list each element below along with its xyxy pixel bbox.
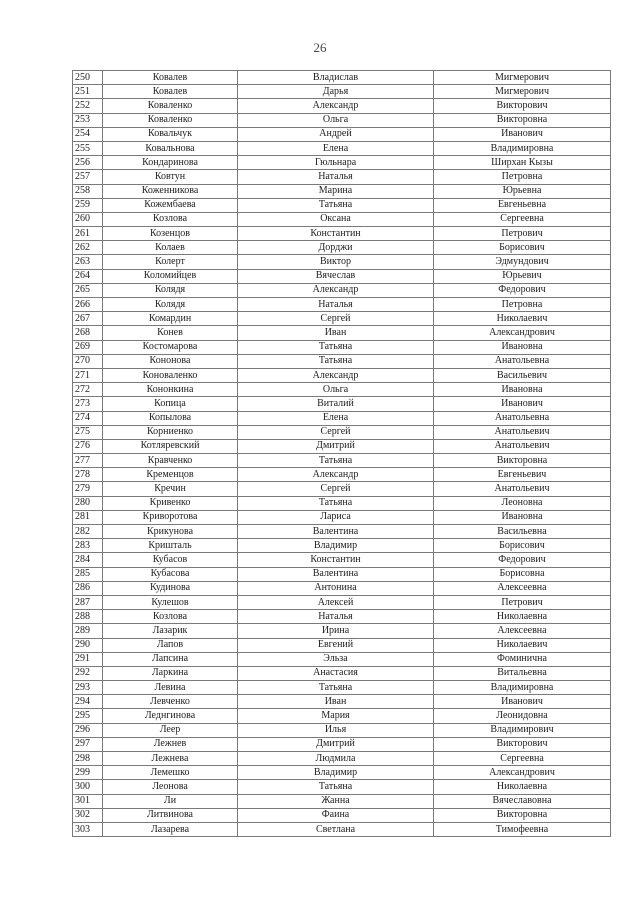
last-name-cell: Козлова xyxy=(103,610,238,624)
table-row xyxy=(73,113,611,127)
row-number-cell: 256 xyxy=(73,156,103,170)
first-name-cell: Елена xyxy=(238,411,434,425)
first-name-cell: Валентина xyxy=(238,567,434,581)
table-row xyxy=(73,766,611,780)
first-name-cell: Ирина xyxy=(238,624,434,638)
last-name-cell: Копылова xyxy=(103,411,238,425)
table-row xyxy=(73,227,611,241)
table-row xyxy=(73,383,611,397)
row-number-cell: 276 xyxy=(73,439,103,453)
first-name-cell: Евгений xyxy=(238,638,434,652)
row-number-cell: 283 xyxy=(73,539,103,553)
last-name-cell: Лазарик xyxy=(103,624,238,638)
row-number-cell: 302 xyxy=(73,808,103,822)
row-number-cell: 278 xyxy=(73,468,103,482)
first-name-cell: Валентина xyxy=(238,525,434,539)
patronymic-cell: Леоновна xyxy=(434,496,611,510)
table-row xyxy=(73,298,611,312)
patronymic-cell: Петровна xyxy=(434,170,611,184)
table-row xyxy=(73,496,611,510)
last-name-cell: Леер xyxy=(103,723,238,737)
last-name-cell: Кубасова xyxy=(103,567,238,581)
patronymic-cell: Викторовна xyxy=(434,454,611,468)
last-name-cell: Кулешов xyxy=(103,595,238,609)
table-row xyxy=(73,241,611,255)
first-name-cell: Татьяна xyxy=(238,454,434,468)
table-row xyxy=(73,539,611,553)
patronymic-cell: Иванович xyxy=(434,695,611,709)
last-name-cell: Литвинова xyxy=(103,808,238,822)
first-name-cell: Иван xyxy=(238,695,434,709)
table-row xyxy=(73,411,611,425)
last-name-cell: Лежнев xyxy=(103,737,238,751)
first-name-cell: Людмила xyxy=(238,752,434,766)
patronymic-cell: Ивановна xyxy=(434,340,611,354)
last-name-cell: Лемешко xyxy=(103,766,238,780)
first-name-cell: Владимир xyxy=(238,766,434,780)
row-number-cell: 277 xyxy=(73,454,103,468)
row-number-cell: 261 xyxy=(73,227,103,241)
patronymic-cell: Александрович xyxy=(434,326,611,340)
row-number-cell: 289 xyxy=(73,624,103,638)
first-name-cell: Владислав xyxy=(238,71,434,85)
first-name-cell: Алексей xyxy=(238,595,434,609)
row-number-cell: 263 xyxy=(73,255,103,269)
patronymic-cell: Мигмерович xyxy=(434,71,611,85)
patronymic-cell: Анатольевич xyxy=(434,439,611,453)
patronymic-cell: Иванович xyxy=(434,127,611,141)
row-number-cell: 288 xyxy=(73,610,103,624)
first-name-cell: Анастасия xyxy=(238,666,434,680)
patronymic-cell: Борисовна xyxy=(434,567,611,581)
table-row xyxy=(73,482,611,496)
patronymic-cell: Ивановна xyxy=(434,383,611,397)
last-name-cell: Коваленко xyxy=(103,99,238,113)
table-row xyxy=(73,666,611,680)
first-name-cell: Вячеслав xyxy=(238,269,434,283)
patronymic-cell: Анатольевна xyxy=(434,354,611,368)
last-name-cell: Лазарева xyxy=(103,822,238,836)
row-number-cell: 269 xyxy=(73,340,103,354)
first-name-cell: Сергей xyxy=(238,312,434,326)
patronymic-cell: Витальевна xyxy=(434,666,611,680)
table-row xyxy=(73,368,611,382)
table-row xyxy=(73,581,611,595)
table-row xyxy=(73,567,611,581)
patronymic-cell: Викторович xyxy=(434,99,611,113)
last-name-cell: Котляревский xyxy=(103,439,238,453)
last-name-cell: Лапсина xyxy=(103,652,238,666)
table-row xyxy=(73,184,611,198)
table-row xyxy=(73,439,611,453)
patronymic-cell: Юрьевна xyxy=(434,184,611,198)
patronymic-cell: Николаевна xyxy=(434,780,611,794)
patronymic-cell: Анатольевич xyxy=(434,482,611,496)
first-name-cell: Мария xyxy=(238,709,434,723)
first-name-cell: Фаина xyxy=(238,808,434,822)
table-row xyxy=(73,85,611,99)
row-number-cell: 258 xyxy=(73,184,103,198)
row-number-cell: 252 xyxy=(73,99,103,113)
patronymic-cell: Фоминична xyxy=(434,652,611,666)
last-name-cell: Конев xyxy=(103,326,238,340)
first-name-cell: Лариса xyxy=(238,510,434,524)
first-name-cell: Александр xyxy=(238,368,434,382)
patronymic-cell: Владимировна xyxy=(434,681,611,695)
row-number-cell: 282 xyxy=(73,525,103,539)
patronymic-cell: Тимофеевна xyxy=(434,822,611,836)
first-name-cell: Татьяна xyxy=(238,198,434,212)
first-name-cell: Андрей xyxy=(238,127,434,141)
table-row xyxy=(73,624,611,638)
patronymic-cell: Николаевич xyxy=(434,312,611,326)
last-name-cell: Коваленко xyxy=(103,113,238,127)
patronymic-cell: Николаевна xyxy=(434,610,611,624)
row-number-cell: 257 xyxy=(73,170,103,184)
row-number-cell: 301 xyxy=(73,794,103,808)
patronymic-cell: Анатольевна xyxy=(434,411,611,425)
row-number-cell: 299 xyxy=(73,766,103,780)
last-name-cell: Леднгинова xyxy=(103,709,238,723)
first-name-cell: Наталья xyxy=(238,610,434,624)
first-name-cell: Елена xyxy=(238,141,434,155)
row-number-cell: 285 xyxy=(73,567,103,581)
first-name-cell: Ольга xyxy=(238,383,434,397)
names-table xyxy=(72,70,611,837)
last-name-cell: Лапов xyxy=(103,638,238,652)
last-name-cell: Ковтун xyxy=(103,170,238,184)
table-row xyxy=(73,340,611,354)
table-row xyxy=(73,127,611,141)
first-name-cell: Константин xyxy=(238,553,434,567)
first-name-cell: Наталья xyxy=(238,170,434,184)
table-row xyxy=(73,737,611,751)
table-row xyxy=(73,709,611,723)
first-name-cell: Татьяна xyxy=(238,681,434,695)
patronymic-cell: Юрьевич xyxy=(434,269,611,283)
row-number-cell: 260 xyxy=(73,212,103,226)
first-name-cell: Владимир xyxy=(238,539,434,553)
table-row xyxy=(73,638,611,652)
first-name-cell: Виталий xyxy=(238,397,434,411)
last-name-cell: Колаев xyxy=(103,241,238,255)
row-number-cell: 262 xyxy=(73,241,103,255)
first-name-cell: Эльза xyxy=(238,652,434,666)
first-name-cell: Наталья xyxy=(238,298,434,312)
last-name-cell: Леонова xyxy=(103,780,238,794)
patronymic-cell: Мигмерович xyxy=(434,85,611,99)
last-name-cell: Крикунова xyxy=(103,525,238,539)
last-name-cell: Кононкина xyxy=(103,383,238,397)
names-table-body xyxy=(73,71,611,837)
last-name-cell: Ковальчук xyxy=(103,127,238,141)
patronymic-cell: Николаевич xyxy=(434,638,611,652)
row-number-cell: 273 xyxy=(73,397,103,411)
first-name-cell: Татьяна xyxy=(238,340,434,354)
row-number-cell: 266 xyxy=(73,298,103,312)
table-row xyxy=(73,312,611,326)
last-name-cell: Ли xyxy=(103,794,238,808)
row-number-cell: 254 xyxy=(73,127,103,141)
last-name-cell: Кондаринова xyxy=(103,156,238,170)
patronymic-cell: Борисович xyxy=(434,539,611,553)
table-row xyxy=(73,681,611,695)
first-name-cell: Александр xyxy=(238,99,434,113)
row-number-cell: 279 xyxy=(73,482,103,496)
last-name-cell: Кравченко xyxy=(103,454,238,468)
table-row xyxy=(73,397,611,411)
patronymic-cell: Вячеславовна xyxy=(434,794,611,808)
last-name-cell: Ковалев xyxy=(103,85,238,99)
patronymic-cell: Владимировна xyxy=(434,141,611,155)
row-number-cell: 259 xyxy=(73,198,103,212)
last-name-cell: Кречин xyxy=(103,482,238,496)
last-name-cell: Колядя xyxy=(103,298,238,312)
patronymic-cell: Петровна xyxy=(434,298,611,312)
table-row xyxy=(73,510,611,524)
first-name-cell: Александр xyxy=(238,468,434,482)
table-row xyxy=(73,198,611,212)
first-name-cell: Сергей xyxy=(238,425,434,439)
last-name-cell: Костомарова xyxy=(103,340,238,354)
patronymic-cell: Викторовна xyxy=(434,113,611,127)
first-name-cell: Дарья xyxy=(238,85,434,99)
row-number-cell: 255 xyxy=(73,141,103,155)
row-number-cell: 275 xyxy=(73,425,103,439)
last-name-cell: Кононова xyxy=(103,354,238,368)
row-number-cell: 290 xyxy=(73,638,103,652)
patronymic-cell: Борисович xyxy=(434,241,611,255)
last-name-cell: Кожембаева xyxy=(103,198,238,212)
last-name-cell: Колядя xyxy=(103,283,238,297)
patronymic-cell: Евгеньевна xyxy=(434,198,611,212)
row-number-cell: 251 xyxy=(73,85,103,99)
patronymic-cell: Анатольевич xyxy=(434,425,611,439)
patronymic-cell: Эдмундович xyxy=(434,255,611,269)
patronymic-cell: Петрович xyxy=(434,227,611,241)
row-number-cell: 281 xyxy=(73,510,103,524)
table-row xyxy=(73,454,611,468)
row-number-cell: 253 xyxy=(73,113,103,127)
table-row xyxy=(73,553,611,567)
row-number-cell: 265 xyxy=(73,283,103,297)
last-name-cell: Козлова xyxy=(103,212,238,226)
first-name-cell: Дмитрий xyxy=(238,737,434,751)
patronymic-cell: Леонидовна xyxy=(434,709,611,723)
last-name-cell: Криворотова xyxy=(103,510,238,524)
table-row xyxy=(73,269,611,283)
patronymic-cell: Александрович xyxy=(434,766,611,780)
table-row xyxy=(73,610,611,624)
table-row xyxy=(73,255,611,269)
table-row xyxy=(73,71,611,85)
row-number-cell: 270 xyxy=(73,354,103,368)
first-name-cell: Антонина xyxy=(238,581,434,595)
first-name-cell: Марина xyxy=(238,184,434,198)
row-number-cell: 298 xyxy=(73,752,103,766)
first-name-cell: Татьяна xyxy=(238,496,434,510)
row-number-cell: 296 xyxy=(73,723,103,737)
table-row xyxy=(73,212,611,226)
patronymic-cell: Васильевна xyxy=(434,525,611,539)
patronymic-cell: Алексеевна xyxy=(434,581,611,595)
row-number-cell: 250 xyxy=(73,71,103,85)
row-number-cell: 300 xyxy=(73,780,103,794)
last-name-cell: Кривенко xyxy=(103,496,238,510)
last-name-cell: Копица xyxy=(103,397,238,411)
row-number-cell: 297 xyxy=(73,737,103,751)
table-row xyxy=(73,723,611,737)
row-number-cell: 303 xyxy=(73,822,103,836)
patronymic-cell: Федорович xyxy=(434,283,611,297)
row-number-cell: 284 xyxy=(73,553,103,567)
row-number-cell: 280 xyxy=(73,496,103,510)
table-row xyxy=(73,354,611,368)
table-row xyxy=(73,652,611,666)
table-row xyxy=(73,170,611,184)
last-name-cell: Кудинова xyxy=(103,581,238,595)
first-name-cell: Дмитрий xyxy=(238,439,434,453)
first-name-cell: Иван xyxy=(238,326,434,340)
last-name-cell: Ковалев xyxy=(103,71,238,85)
last-name-cell: Кубасов xyxy=(103,553,238,567)
row-number-cell: 295 xyxy=(73,709,103,723)
row-number-cell: 271 xyxy=(73,368,103,382)
last-name-cell: Левина xyxy=(103,681,238,695)
table-row xyxy=(73,326,611,340)
row-number-cell: 287 xyxy=(73,595,103,609)
first-name-cell: Константин xyxy=(238,227,434,241)
patronymic-cell: Евгеньевич xyxy=(434,468,611,482)
patronymic-cell: Сергеевна xyxy=(434,752,611,766)
table-row xyxy=(73,99,611,113)
row-number-cell: 292 xyxy=(73,666,103,680)
last-name-cell: Коноваленко xyxy=(103,368,238,382)
table-row xyxy=(73,425,611,439)
table-row xyxy=(73,752,611,766)
row-number-cell: 264 xyxy=(73,269,103,283)
first-name-cell: Ольга xyxy=(238,113,434,127)
patronymic-cell: Викторович xyxy=(434,737,611,751)
row-number-cell: 274 xyxy=(73,411,103,425)
first-name-cell: Светлана xyxy=(238,822,434,836)
last-name-cell: Лежнева xyxy=(103,752,238,766)
first-name-cell: Дорджи xyxy=(238,241,434,255)
row-number-cell: 268 xyxy=(73,326,103,340)
table-row xyxy=(73,695,611,709)
table-row xyxy=(73,794,611,808)
first-name-cell: Виктор xyxy=(238,255,434,269)
table-row xyxy=(73,156,611,170)
patronymic-cell: Ивановна xyxy=(434,510,611,524)
first-name-cell: Татьяна xyxy=(238,354,434,368)
first-name-cell: Жанна xyxy=(238,794,434,808)
first-name-cell: Оксана xyxy=(238,212,434,226)
table-row xyxy=(73,780,611,794)
patronymic-cell: Сергеевна xyxy=(434,212,611,226)
last-name-cell: Коженникова xyxy=(103,184,238,198)
patronymic-cell: Владимирович xyxy=(434,723,611,737)
last-name-cell: Коломийцев xyxy=(103,269,238,283)
first-name-cell: Гюльнара xyxy=(238,156,434,170)
row-number-cell: 294 xyxy=(73,695,103,709)
row-number-cell: 272 xyxy=(73,383,103,397)
first-name-cell: Александр xyxy=(238,283,434,297)
last-name-cell: Колерт xyxy=(103,255,238,269)
table-row xyxy=(73,822,611,836)
table-row xyxy=(73,595,611,609)
row-number-cell: 286 xyxy=(73,581,103,595)
first-name-cell: Татьяна xyxy=(238,780,434,794)
last-name-cell: Комардин xyxy=(103,312,238,326)
last-name-cell: Корниенко xyxy=(103,425,238,439)
patronymic-cell: Федорович xyxy=(434,553,611,567)
last-name-cell: Кришталь xyxy=(103,539,238,553)
row-number-cell: 291 xyxy=(73,652,103,666)
last-name-cell: Левченко xyxy=(103,695,238,709)
last-name-cell: Ковальнова xyxy=(103,141,238,155)
patronymic-cell: Петрович xyxy=(434,595,611,609)
row-number-cell: 267 xyxy=(73,312,103,326)
patronymic-cell: Алексеевна xyxy=(434,624,611,638)
page-number: 26 xyxy=(313,40,327,55)
table-row xyxy=(73,283,611,297)
first-name-cell: Сергей xyxy=(238,482,434,496)
last-name-cell: Кременцов xyxy=(103,468,238,482)
last-name-cell: Козенцов xyxy=(103,227,238,241)
table-row xyxy=(73,468,611,482)
first-name-cell: Илья xyxy=(238,723,434,737)
table-row xyxy=(73,808,611,822)
row-number-cell: 293 xyxy=(73,681,103,695)
patronymic-cell: Васильевич xyxy=(434,368,611,382)
patronymic-cell: Иванович xyxy=(434,397,611,411)
last-name-cell: Ларкина xyxy=(103,666,238,680)
table-row xyxy=(73,525,611,539)
table-row xyxy=(73,141,611,155)
patronymic-cell: Викторовна xyxy=(434,808,611,822)
patronymic-cell: Ширхан Кызы xyxy=(434,156,611,170)
